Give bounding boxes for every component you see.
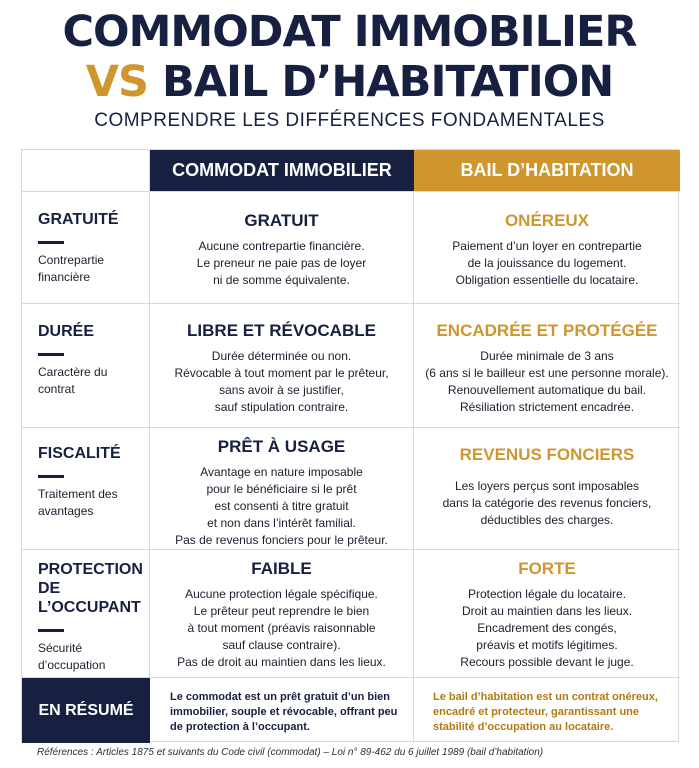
- bail-cell: [414, 428, 680, 549]
- bail-cell-line: de la jouissance du logement.: [467, 256, 627, 270]
- commodat-cell-line: sauf stipulation contraire.: [214, 400, 349, 414]
- page-title: COMMODAT IMMOBILIER: [62, 7, 637, 57]
- commodat-cell-title: LIBRE ET RÉVOCABLE: [187, 321, 376, 340]
- row-sublabel: Traitement des avantages: [38, 487, 118, 518]
- commodat-cell-line: Durée déterminée ou non.: [211, 349, 352, 363]
- commodat-cell-line: Pas de revenus fonciers pour le prêteur.: [175, 533, 388, 547]
- page-title-line2: [0, 56, 699, 108]
- commodat-cell: [150, 428, 414, 549]
- vs-label: VS: [85, 57, 148, 107]
- row-sublabel: Sécurité d’occupation: [38, 641, 106, 672]
- bail-cell: [414, 304, 680, 427]
- summary-commodat: Le commodat est un prêt gratuit d’un bien immobilier, souple et révocable, offrant peu de protection à l’occupant.: [150, 678, 414, 743]
- bail-cell-body: [414, 348, 680, 416]
- commodat-cell-line: ni de somme équivalente.: [213, 273, 350, 287]
- commodat-cell-body: [150, 586, 413, 671]
- commodat-cell-line: Aucune contrepartie financière.: [198, 239, 365, 253]
- row-label-divider: [38, 629, 64, 632]
- commodat-cell-body: [150, 348, 413, 416]
- commodat-cell: [150, 304, 414, 427]
- bail-cell-body: [414, 478, 680, 529]
- commodat-cell-line: sans avoir à se justifier,: [219, 383, 344, 397]
- comparison-table: [21, 149, 679, 742]
- commodat-cell: [150, 550, 414, 677]
- row-label-divider: [38, 475, 64, 478]
- commodat-cell-body: [150, 238, 413, 289]
- bail-cell-line: Paiement d’un loyer en contrepartie: [452, 239, 642, 253]
- commodat-cell-title: FAIBLE: [251, 559, 312, 578]
- bail-cell-line: Durée minimale de 3 ans: [480, 349, 614, 363]
- commodat-cell-line: pour le bénéficiaire si le prêt: [206, 482, 357, 496]
- bail-cell-line: Obligation essentielle du locataire.: [455, 273, 639, 287]
- bail-cell-body: [414, 238, 680, 289]
- row-sublabel: Caractère du contrat: [38, 365, 108, 396]
- page-title-bail: BAIL D’HABITATION: [161, 57, 614, 107]
- commodat-cell-body: [150, 464, 413, 549]
- table-row: [22, 191, 680, 303]
- table-row: [22, 427, 680, 549]
- header-commodat: COMMODAT IMMOBILIER: [150, 150, 414, 191]
- row-label: FISCALITÉ: [38, 445, 121, 462]
- row-label: GRATUITÉ: [38, 211, 119, 228]
- table-row: [22, 549, 680, 677]
- bail-cell: [414, 550, 680, 677]
- references-footer: Références : Articles 1875 et suivants du Code civil (commodat) – Loi n° 89-462 du 6 juillet 1989 (bail d’habitation): [37, 747, 544, 758]
- commodat-cell-line: sauf clause contraire).: [222, 638, 341, 652]
- summary-label: EN RÉSUMÉ: [22, 678, 150, 743]
- row-label-cell: [22, 550, 150, 677]
- bail-cell-line: Les loyers perçus sont imposables: [454, 479, 640, 493]
- commodat-cell-line: Pas de droit au maintien dans les lieux.: [177, 655, 386, 669]
- bail-cell-body: [414, 586, 680, 671]
- summary-row: [22, 677, 680, 743]
- bail-cell-line: Protection légale du locataire.: [467, 587, 627, 601]
- row-sublabel: Contrepartie financière: [38, 253, 105, 284]
- bail-cell-line: Encadrement des congés,: [477, 621, 617, 635]
- header-bail: BAIL D’HABITATION: [414, 150, 680, 191]
- row-label-cell: [22, 192, 150, 303]
- bail-cell-line: préavis et motifs légitimes.: [476, 638, 618, 652]
- bail-cell-title: REVENUS FONCIERS: [459, 445, 635, 464]
- bail-cell-line: Résiliation strictement encadrée.: [459, 400, 635, 414]
- bail-cell-title: ENCADRÉE ET PROTÉGÉE: [436, 321, 658, 340]
- commodat-cell-line: Le prêteur peut reprendre le bien: [193, 604, 370, 618]
- row-label-divider: [38, 241, 64, 244]
- row-label: DURÉE: [38, 323, 95, 340]
- bail-cell-title: FORTE: [518, 559, 576, 578]
- bail-cell-line: Droit au maintien dans les lieux.: [461, 604, 633, 618]
- bail-cell-line: (6 ans si le bailleur est une personne morale).: [425, 366, 669, 380]
- header-blank-cell: [22, 150, 150, 191]
- bail-cell-line: Recours possible devant le juge.: [460, 655, 634, 669]
- row-label-divider: [38, 353, 64, 356]
- commodat-cell: [150, 192, 414, 303]
- commodat-cell-line: Le preneur ne paie pas de loyer: [196, 256, 367, 270]
- bail-cell: [414, 192, 680, 303]
- bail-cell-title: ONÉREUX: [504, 211, 590, 230]
- page-subtitle: COMPRENDRE LES DIFFÉRENCES FONDAMENTALES: [94, 110, 605, 131]
- commodat-cell-title: GRATUIT: [244, 211, 319, 230]
- row-label-cell: [22, 304, 150, 427]
- bail-cell-line: déductibles des charges.: [480, 513, 614, 527]
- row-label: PROTECTION DE L’OCCUPANT: [38, 561, 143, 616]
- commodat-cell-title: PRÊT À USAGE: [217, 437, 346, 456]
- commodat-cell-line: à tout moment (préavis raisonnable: [187, 621, 376, 635]
- table-row: [22, 303, 680, 427]
- row-label-cell: [22, 428, 150, 549]
- commodat-cell-line: est consenti à titre gratuit: [214, 499, 349, 513]
- commodat-cell-line: Aucune protection légale spécifique.: [185, 587, 378, 601]
- commodat-cell-line: Révocable à tout moment par le prêteur,: [174, 366, 389, 380]
- commodat-cell-line: et non dans l’intérêt familial.: [207, 516, 356, 530]
- summary-bail: Le bail d’habitation est un contrat onéreux, encadré et protecteur, garantissant une stabilité d’occupation au locataire.: [433, 691, 658, 733]
- bail-cell-line: dans la catégorie des revenus fonciers,: [442, 496, 652, 510]
- bail-cell-line: Renouvellement automatique du bail.: [447, 383, 647, 397]
- commodat-cell-line: Avantage en nature imposable: [200, 465, 363, 479]
